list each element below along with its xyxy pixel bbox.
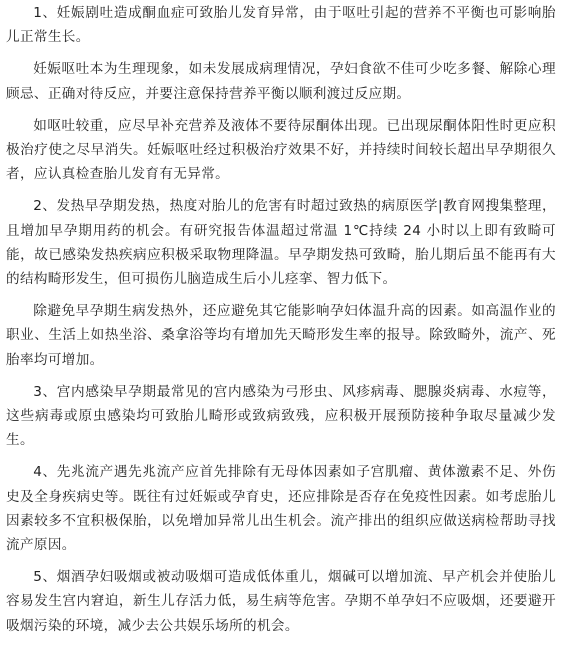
paragraph-5: 除避免早孕期生病发热外，还应避免其它能影响孕妇体温升高的因素。如高温作业的职业、生活上如热坐浴、桑拿浴等均有增加先天畸形发生率的报导。除致畸外，流产、死胎率均可增加。: [6, 303, 556, 368]
paragraph-8: 5、烟酒孕妇吸烟或被动吸烟可造成低体重儿，烟碱可以增加流、早产机会并使胎儿容易发生宫内窘迫，新生儿存活力低，易生病等危害。孕期不单孕妇不应吸烟，还要避开吸烟污染的环境，减少去公共娱乐场所的机会。: [6, 569, 556, 634]
paragraph-4: 2、发热早孕期发热，热度对胎儿的危害有时超过致热的病原医学|教育网搜集整理，且增加早孕期用药的机会。有研究报告体温超过常温 1℃持续 24 小时以上即有致畸可能，故已感染发热疾病应积极采取物理降温。早孕期发热可致畸，胎儿期后虽不能再有大的结构畸形发生，但可损伤儿脑造成生后小儿痉挛、智力低下。: [6, 198, 556, 288]
article-body: [0, 1, 564, 663]
paragraph-7: 4、先兆流产遇先兆流产应首先排除有无母体因素如子宫肌瘤、黄体激素不足、外伤史及全身疾病史等。既往有过妊娠或孕育史，还应排除是否存在免疫性因素。如考虑胎儿因素较多不宜积极保胎，以免增加异常儿出生机会。流产排出的组织应做送病检帮助寻找流产原因。: [6, 464, 556, 554]
paragraph-2: 妊娠呕吐本为生理现象，如未发展成病理情况，孕妇食欲不佳可少吃多餐、解除心理顾忌、正确对待反应，并要注意保持营养平衡以顺利渡过反应期。: [6, 61, 556, 102]
paragraph-3: 如呕吐较重，应尽早补充营养及液体不要待尿酮体出现。已出现尿酮体阳性时更应积极治疗使之尽早消失。妊娠呕吐经过积极治疗效果不好，并持续时间较长超出早孕期很久者，应认真检查胎儿发育有无异常。: [6, 117, 556, 183]
paragraph-6: 3、宫内感染早孕期最常见的宫内感染为弓形虫、风疹病毒、腮腺炎病毒、水痘等，这些病毒或原虫感染均可致胎儿畸形或致病致残，应积极开展预防接种争取尽量减少发生。: [6, 383, 556, 449]
paragraph-1: 1、妊娠剧吐造成酮血症可致胎儿发育异常，由于呕吐引起的营养不平衡也可影响胎儿正常生长。: [6, 5, 556, 46]
